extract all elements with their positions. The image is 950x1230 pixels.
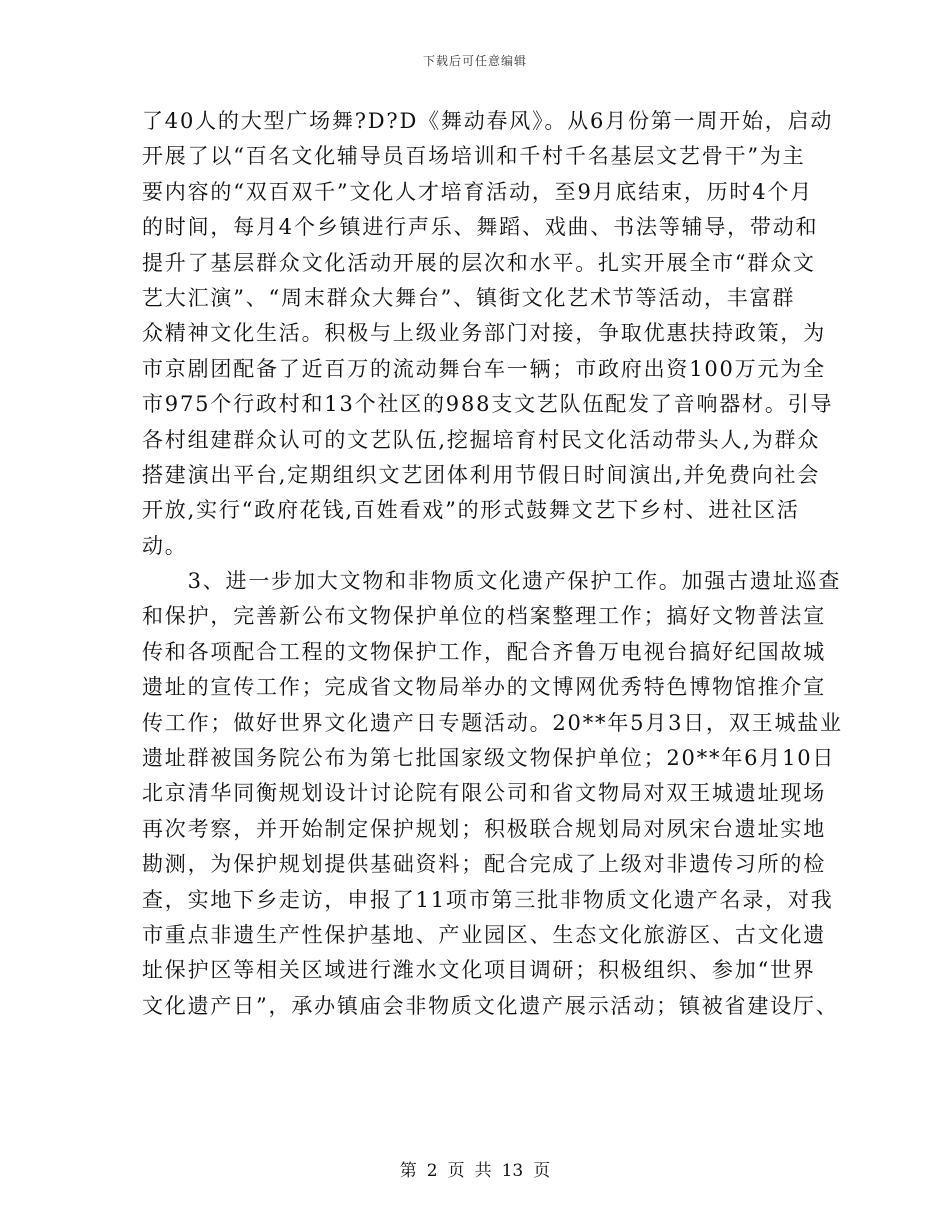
body-line: 传和各项配合工程的文物保护工作，配合齐鲁万电视台搞好纪国故城 <box>142 639 826 664</box>
body-line: 提升了基层群众文化活动开展的层次和水平。扎实开展全市“群众文 <box>142 250 816 275</box>
body-line: 众精神文化生活。积极与上级业务部门对接，争取优惠扶持政策，为 <box>142 321 826 346</box>
footer-total-pages: 13 <box>501 1161 524 1181</box>
page-footer <box>0 1156 950 1181</box>
body-line: 开放,实行“政府花钱,百姓看戏”的形式鼓舞文艺下乡村、进社区活 <box>142 498 800 523</box>
body-line: 勘测，为保护规划提供基础资料；配合完成了上级对非遗传习所的检 <box>142 852 826 877</box>
body-line: 遗址群被国务院公布为第七批国家级文物保护单位；20**年6月10日 <box>142 746 836 771</box>
body-line: 和保护，完善新公布文物保护单位的档案整理工作；搞好文物普法宣 <box>142 604 826 629</box>
body-line: 再次考察，并开始制定保护规划；积极联合规划局对夙宋台遗址实地 <box>142 816 826 841</box>
body-line: 动。 <box>142 533 188 558</box>
footer-label-unit2: 页 <box>533 1161 551 1181</box>
body-line: 了40人的大型广场舞?D?D《舞动春风》。从6月份第一周开始，启动 <box>142 109 834 133</box>
footer-label-unit: 页 <box>447 1161 465 1181</box>
body-line: 各村组建群众认可的文艺队伍,挖掘培育村民文化活动带头人,为群众 <box>142 427 821 452</box>
body-line: 开展了以“百名文化辅导员百场培训和千村千名基层文艺骨干”为主 <box>142 144 806 169</box>
body-line: 址保护区等相关区域进行潍水文化项目调研；积极组织、参加“世界 <box>142 958 816 983</box>
body-line: 艺大汇演”、“周末群众大舞台”、镇街文化艺术节等活动，丰富群 <box>142 285 796 310</box>
footer-label-page: 第 <box>399 1161 417 1181</box>
body-line: 搭建演出平台,定期组织文艺团体利用节假日时间演出,并免费向社会 <box>142 462 821 487</box>
document-body <box>142 104 843 1024</box>
body-line: 遗址的宣传工作；完成省文物局举办的文博网优秀特色博物馆推介宣 <box>142 675 826 700</box>
body-line: 北京清华同衡规划设计讨论院有限公司和省文物局对双王城遗址现场 <box>142 781 826 806</box>
body-line: 3、进一步加大文物和非物质文化遗产保护工作。加强古遗址巡查 <box>142 569 842 594</box>
footer-current-page: 2 <box>426 1161 438 1181</box>
body-line: 查，实地下乡走访，申报了11项市第三批非物质文化遗产名录，对我 <box>142 887 834 912</box>
footer-label-total: 共 <box>474 1161 492 1181</box>
body-line: 的时间，每月4个乡镇进行声乐、舞蹈、戏曲、书法等辅导，带动和 <box>142 215 819 240</box>
body-line: 市975个行政村和13个社区的988支文艺队伍配发了音响器材。引导 <box>142 392 834 417</box>
body-line: 市重点非遗生产性保护基地、产业园区、生态文化旅游区、古文化遗 <box>142 922 826 947</box>
body-line: 传工作；做好世界文化遗产日专题活动。20**年5月3日，双王城盐业 <box>142 710 843 735</box>
body-line: 要内容的“双百双千”文化人才培育活动，至9月底结束，历时4个月 <box>142 179 813 204</box>
body-line: 文化遗产日”，承办镇庙会非物质文化遗产展示活动；镇被省建设厅、 <box>142 993 839 1018</box>
body-line: 市京剧团配备了近百万的流动舞台车一辆；市政府出资100万元为全 <box>142 356 826 381</box>
page-header-note: 下载后可任意编辑 <box>422 54 527 68</box>
